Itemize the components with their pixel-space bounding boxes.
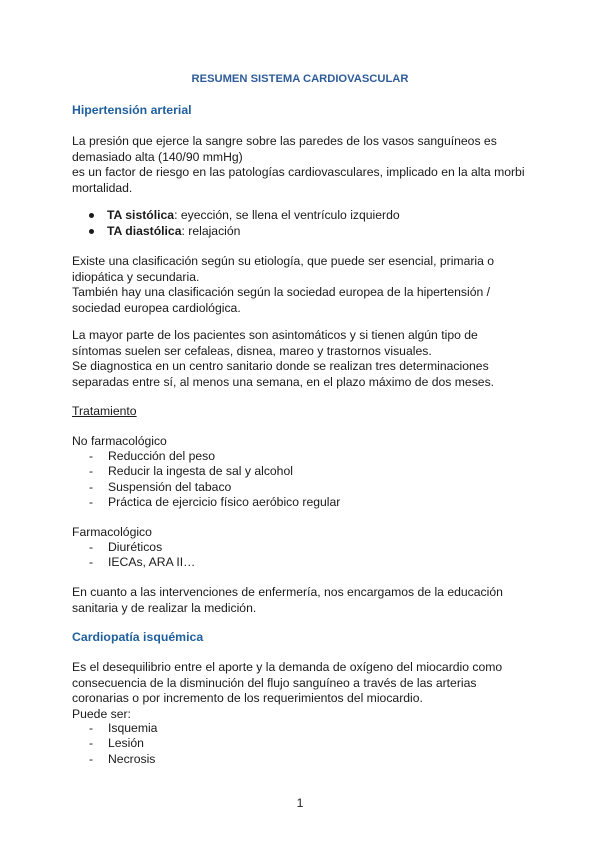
list-item: - Lesión — [89, 736, 144, 751]
classification-paragraph — [72, 254, 530, 316]
list-item: - Isquemia — [89, 721, 158, 735]
non-pharma-label: No farmacológico — [72, 434, 167, 448]
symptoms-paragraph — [72, 328, 530, 390]
definition-line-2: Puede ser: — [72, 706, 131, 721]
intro-line-1: La presión que ejerce la sangre sobre las paredes de los vasos sanguíneos es demasiado alta (140/90 mmHg) — [72, 134, 497, 164]
definition-paragraph — [72, 660, 530, 722]
bullet-term: TA diastólica — [107, 223, 182, 238]
non-pharma-list — [89, 449, 529, 510]
intro-paragraph — [72, 134, 530, 196]
bullet-dot-icon — [89, 213, 94, 218]
list-item: - Reducción del peso — [89, 449, 216, 463]
list-item: - Reducir la ingesta de sal y alcohol — [89, 464, 293, 479]
list-item: - Diuréticos — [89, 540, 163, 554]
types-list — [89, 721, 529, 767]
page-number: 1 — [296, 796, 304, 810]
symptoms-line-2: Se diagnostica en un centro sanitario donde se realizan tres determinaciones separadas entre sí, al menos una semana, en el plazo máximo de dos meses. — [72, 359, 495, 389]
classification-line-2: También hay una clasificación según la sociedad europea de la hipertensión / sociedad europea cardiológica. — [72, 285, 491, 315]
ta-bullet-list — [89, 208, 529, 239]
document-title: RESUMEN SISTEMA CARDIOVASCULAR — [191, 73, 409, 85]
bullet-text: : eyección, se llena el ventrículo izquierdo — [174, 208, 400, 222]
bullet-dot-icon — [89, 229, 94, 234]
bullet-text: : relajación — [181, 223, 241, 238]
symptoms-line-1: La mayor parte de los pacientes son asintomáticos y si tienen algún tipo de síntomas suelen ser cefaleas, disnea, mareo y trastornos visuales. — [72, 328, 478, 358]
intro-line-2: es un factor de riesgo en las patologías cardiovasculares, implicado en la alta morbi mortalidad. — [72, 165, 525, 195]
bullet-item — [89, 224, 529, 240]
treatment-subtitle: Tratamiento — [72, 404, 137, 418]
list-item: - Suspensión del tabaco — [89, 479, 232, 494]
pharma-label: Farmacológico — [72, 525, 152, 539]
list-item: - Práctica de ejercicio físico aeróbico regular — [89, 494, 341, 509]
classification-line-1: Existe una clasificación según su etiología, que puede ser esencial, primaria o idiopática y secundaria. — [72, 254, 495, 284]
bullet-term: TA sistólica — [107, 208, 175, 222]
list-item: - IECAs, ARA II… — [89, 555, 196, 570]
nursing-paragraph: En cuanto a las intervenciones de enfermería, nos encargamos de la educación sanitaria y de realizar la medición. — [72, 585, 503, 615]
section-heading-hipertension: Hipertensión arterial — [72, 103, 192, 117]
section-heading-cardiopatia: Cardiopatía isquémica — [72, 630, 204, 644]
list-item: - Necrosis — [89, 751, 156, 766]
pharma-list — [89, 540, 529, 571]
bullet-item — [89, 208, 529, 224]
definition-line-1: Es el desequilibrio entre el aporte y la demanda de oxígeno del miocardio como consecuencia de la disminución del flujo sanguíneo a través de las arterias coronarias o por incremento de los requerimientos del miocardio. — [72, 660, 503, 705]
